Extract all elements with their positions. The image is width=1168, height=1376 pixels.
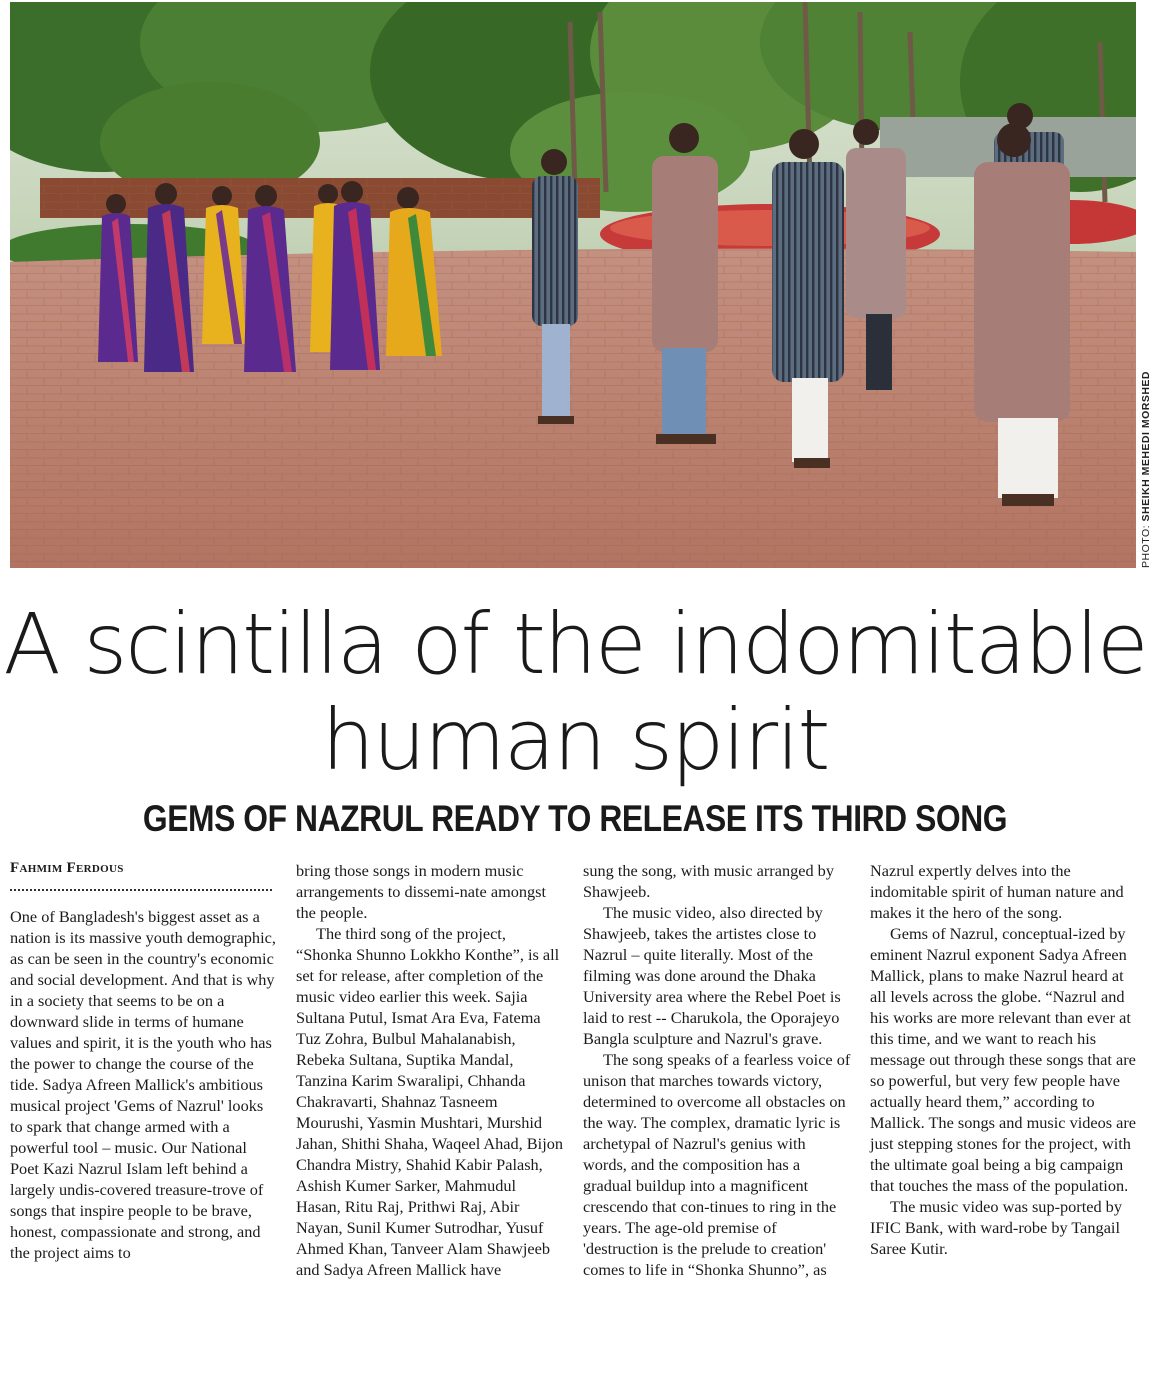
- column-1-text: One of Bangladesh's biggest asset as a nation is its massive youth demographic, as can be seen in the country's economic and social development. And that is why in a society that seems to be on a downward slide in terms of humane values and spirit, it is the youth who has the power to change the course of the tide. Sadya Afreen Mallick's ambitious musical project 'Gems of Nazrul' looks to spark that change armed with a powerful tool – music. Our National Poet Kazi Nazrul Islam left behind a largely undis-covered treasure-trove of songs that inspire people to be brave, honest, compassionate and strong, and the project aims to: [10, 907, 276, 1262]
- text-column-4: [870, 860, 1138, 1259]
- article-headline: [0, 596, 1150, 788]
- column-4-text-b: Gems of Nazrul, conceptual-ized by eminent Nazrul exponent Sadya Afreen Mallick, plans to make Nazrul heard at all levels across the globe. “Nazrul and his works are more relevant than ever at this time, and we want to reach his message out through these songs that are so powerful, but very few people have actually heard them,” according to Mallick. The songs and music videos are just stepping stones for the project, with the ultimate goal being a big campaign that touches the mass of the population.: [870, 924, 1137, 1195]
- photo-credit: [1140, 330, 1162, 568]
- byline-divider: [10, 889, 272, 891]
- column-3-text-c: The song speaks of a fearless voice of unison that marches towards victory, determined to overcome all obstacles on the way. The complex, dramatic lyric is archetypal of Nazrul's genius with words, and the composition has a gradual buildup into a magnificent crescendo that con-tinues to ring in the years. The age-old premise of 'destruction is the prelude to creation' comes to life in “Shonka Shunno”, as: [583, 1050, 851, 1279]
- text-column-2: [296, 860, 564, 1280]
- column-3-text-b: The music video, also directed by Shawjeeb, takes the artistes close to Nazrul – quite literally. Most of the filming was done around the Dhaka University area where the Rebel Poet is laid to rest -- Charukola, the Oporajeyo Bangla sculpture and Nazrul's grave.: [583, 903, 841, 1048]
- column-4-text-c: The music video was sup-ported by IFIC Bank, with ward-robe by Tangail Saree Kutir.: [870, 1197, 1122, 1258]
- column-4-text-a: Nazrul expertly delves into the indomitable spirit of human nature and makes it the hero of the song.: [870, 861, 1124, 922]
- text-column-1: [10, 906, 278, 1263]
- headline-line-1: A scintilla of the indomitable: [3, 595, 1147, 693]
- column-2-text-a: bring those songs in modern music arrangements to dissemi-nate amongst the people.: [296, 861, 547, 922]
- text-column-3: [583, 860, 851, 1280]
- author-byline: Fahmim Ferdous: [10, 860, 124, 876]
- column-3-text-a: sung the song, with music arranged by Shawjeeb.: [583, 861, 834, 901]
- headline-line-2: human spirit: [321, 691, 829, 789]
- photo-credit-name: SHEIKH MEHEDI MORSHED: [1140, 371, 1152, 522]
- article-subheadline: GEMS OF NAZRUL READY TO RELEASE ITS THIRD SONG: [142, 798, 1008, 839]
- photo-credit-prefix: PHOTO:: [1140, 524, 1152, 568]
- article-photo: [10, 2, 1136, 568]
- column-2-text-b: The third song of the project, “Shonka Shunno Lokkho Konthe”, is all set for release, after completion of the music video earlier this week. Sajia Sultana Putul, Ismat Ara Eva, Fatema Tuz Zohra, Bulbul Mahalanabish, Rebeka Sultana, Suptika Mandal, Tanzina Karim Swaralipi, Chhanda Chakravarti, Shahnaz Tasneem Mourushi, Yasmin Mushtari, Murshid Jahan, Shithi Shaha, Waqeel Ahad, Bijon Chandra Mistry, Shahid Kabir Palash, Ashish Kumer Sarker, Mahmudul Hasan, Ritu Raj, Prithwi Raj, Abir Nayan, Sunil Kumer Sutrodhar, Yusuf Ahmed Khan, Tanveer Alam Shawjeeb and Sadya Afreen Mallick have: [296, 924, 563, 1279]
